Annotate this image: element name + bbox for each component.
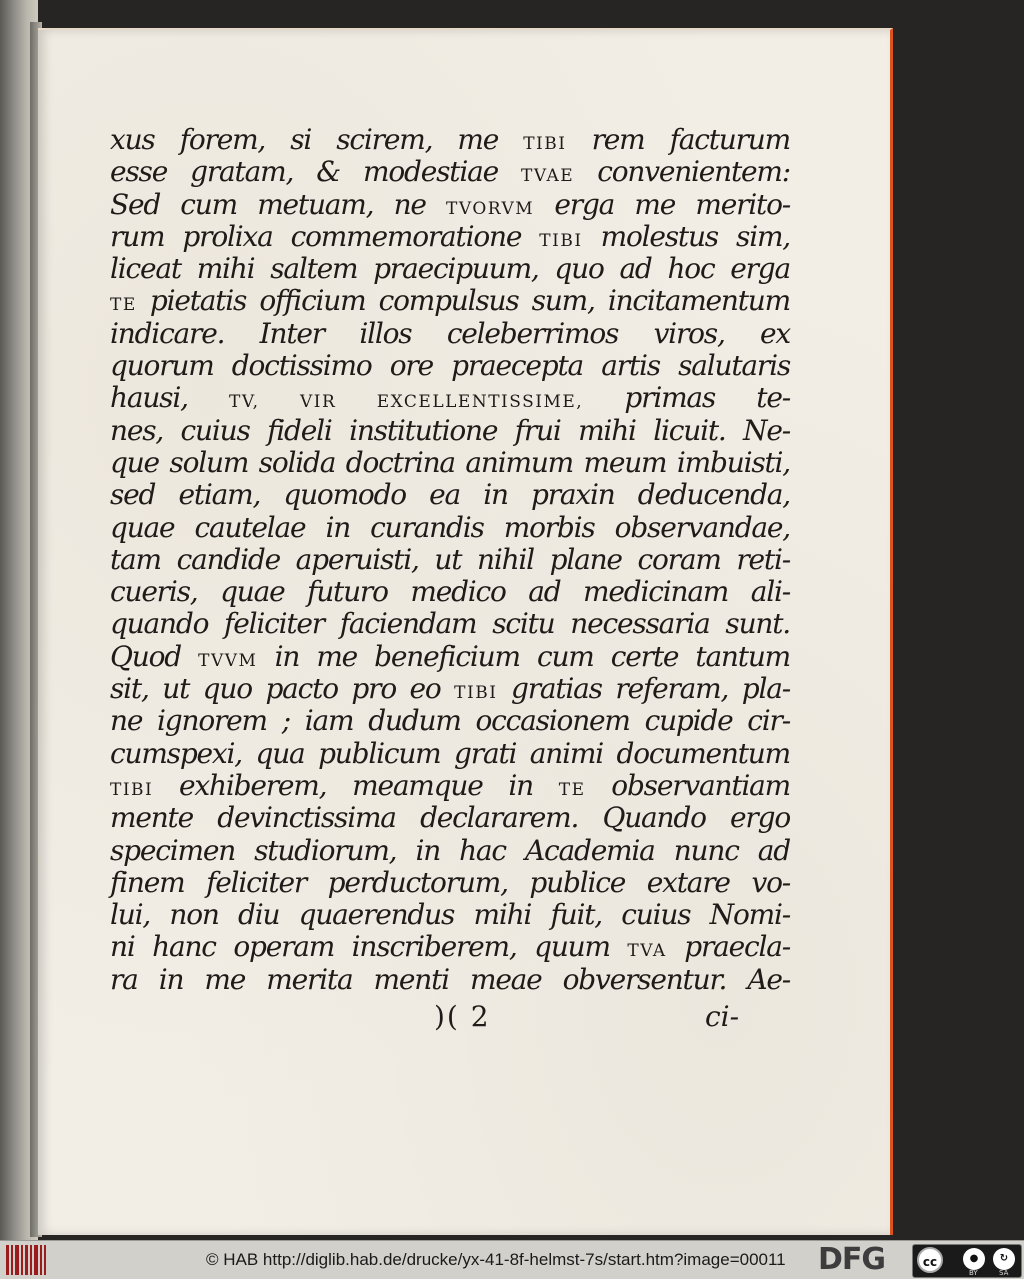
signature-mark: )( 2: [434, 1000, 491, 1033]
small-caps-text: TIBI: [110, 779, 154, 800]
text-line: [110, 285, 790, 317]
text-line: [110, 705, 790, 737]
line-text: observantiam: [585, 768, 790, 802]
book-page: [38, 28, 893, 1235]
small-caps-text: TIBI: [454, 683, 498, 704]
cc-sa-icon: ↻: [993, 1248, 1015, 1270]
text-line: [110, 124, 790, 156]
line-text: xus forem, si scirem, me: [110, 123, 524, 156]
text-line: [110, 867, 790, 899]
text-line: [110, 931, 790, 963]
text-line: [110, 156, 790, 188]
line-text: rum prolixa commemoratione: [110, 219, 540, 253]
line-text: Quod: [110, 639, 199, 673]
line-text: erga me merito-: [534, 187, 790, 221]
text-line: [110, 253, 790, 285]
text-line: [110, 544, 790, 576]
text-line: [110, 964, 790, 996]
small-caps-text: TVA: [627, 941, 667, 962]
line-text: molestus sim,: [582, 219, 790, 253]
dfg-logo: DFG: [818, 1242, 886, 1277]
copyright-link[interactable]: © HAB http://diglib.hab.de/drucke/yx-41-8f-helmst-7s/start.htm?image=00011: [206, 1250, 786, 1269]
line-text: sit, ut quo pacto pro eo: [110, 672, 455, 706]
line-text: specimen studiorum, in hac Academia nunc ad: [110, 833, 790, 867]
line-text: primas te-: [583, 381, 790, 415]
line-text: cumspexi, qua publicum grati animi documentum: [110, 736, 790, 770]
small-caps-text: TE: [110, 295, 137, 316]
barcode-icon: [6, 1245, 46, 1275]
text-line: [110, 770, 790, 802]
text-line: [110, 608, 790, 640]
small-caps-text: TIBI: [523, 134, 567, 154]
page-text-block: [110, 124, 790, 996]
line-text: mente devinctissima declararem. Quando ergo: [110, 801, 790, 835]
text-line: [110, 835, 790, 867]
cc-license-icon: cc: [917, 1247, 943, 1273]
line-text: ne ignorem ; iam dudum occasionem cupide cir-: [110, 704, 790, 738]
line-text: ni hanc operam inscriberem, quum: [110, 930, 628, 964]
line-text: hausi,: [110, 381, 230, 415]
line-text: exhiberem, meamque in: [153, 768, 559, 802]
text-line: [110, 382, 790, 414]
line-text: Sed cum metuam, ne: [110, 187, 447, 221]
text-line: [110, 447, 790, 479]
line-text: indicare. Inter illos celeberrimos viros, ex: [110, 316, 790, 350]
small-caps-text: TVAE: [521, 166, 575, 187]
text-line: [110, 221, 790, 253]
text-line: [110, 479, 790, 511]
text-line: [110, 350, 790, 382]
text-line: [110, 318, 790, 350]
line-text: in me beneficium cum certe tantum: [257, 639, 791, 673]
line-text: quorum doctissimo ore praecepta artis salutaris: [110, 349, 790, 383]
line-text: quae cautelae in curandis morbis observandae,: [110, 510, 790, 544]
text-line: [110, 738, 790, 770]
text-line: [110, 576, 790, 608]
text-line: [110, 673, 790, 705]
line-text: cueris, quae futuro medico ad medicinam ali-: [110, 575, 790, 609]
line-text: que solum solida doctrina animum meum imbuisti,: [110, 445, 790, 479]
line-text: quando feliciter faciendam scitu necessaria sunt.: [110, 607, 790, 641]
small-caps-text: TE: [558, 779, 586, 800]
text-line: [110, 641, 790, 673]
line-text: finem feliciter perductorum, publice extare vo-: [110, 865, 790, 899]
text-line: [110, 512, 790, 544]
line-text: liceat mihi saltem praecipuum, quo ad hoc erga: [110, 252, 790, 286]
line-text: lui, non diu quaerendus mihi fuit, cuius Nomi-: [110, 898, 790, 932]
text-line: [110, 802, 790, 834]
text-line: [110, 415, 790, 447]
line-text: esse gratam, & modestiae: [110, 155, 522, 189]
line-text: rem facturum: [566, 123, 790, 156]
small-caps-text: TVVM: [198, 650, 258, 671]
line-text: nes, cuius fideli institutione frui mihi licuit. Ne-: [110, 413, 790, 447]
cc-by-label: BY: [969, 1269, 978, 1277]
text-line: [110, 189, 790, 221]
catchword: ci-: [705, 1000, 740, 1033]
small-caps-text: TVORVM: [446, 198, 535, 219]
line-text: gratias referam, pla-: [497, 672, 791, 706]
cc-sa-label: SA: [999, 1269, 1009, 1277]
line-text: ra in me merita menti meae obversentur. Ae-: [110, 962, 790, 996]
cc-license-badge[interactable]: [912, 1244, 1022, 1278]
viewer-footer: [0, 1240, 1024, 1279]
line-text: sed etiam, quomodo ea in praxin deducenda,: [110, 478, 790, 512]
small-caps-text: TIBI: [539, 230, 583, 251]
cc-by-icon: ●: [963, 1248, 985, 1270]
text-line: [110, 899, 790, 931]
line-text: convenientem:: [574, 155, 790, 189]
line-text: praecla-: [666, 930, 790, 964]
line-text: tam candide aperuisti, ut nihil plane coram reti-: [110, 542, 790, 576]
small-caps-text: TV, VIR EXCELLENTISSIME,: [229, 392, 584, 413]
line-text: pietatis officium compulsus sum, incitamentum: [136, 284, 790, 318]
